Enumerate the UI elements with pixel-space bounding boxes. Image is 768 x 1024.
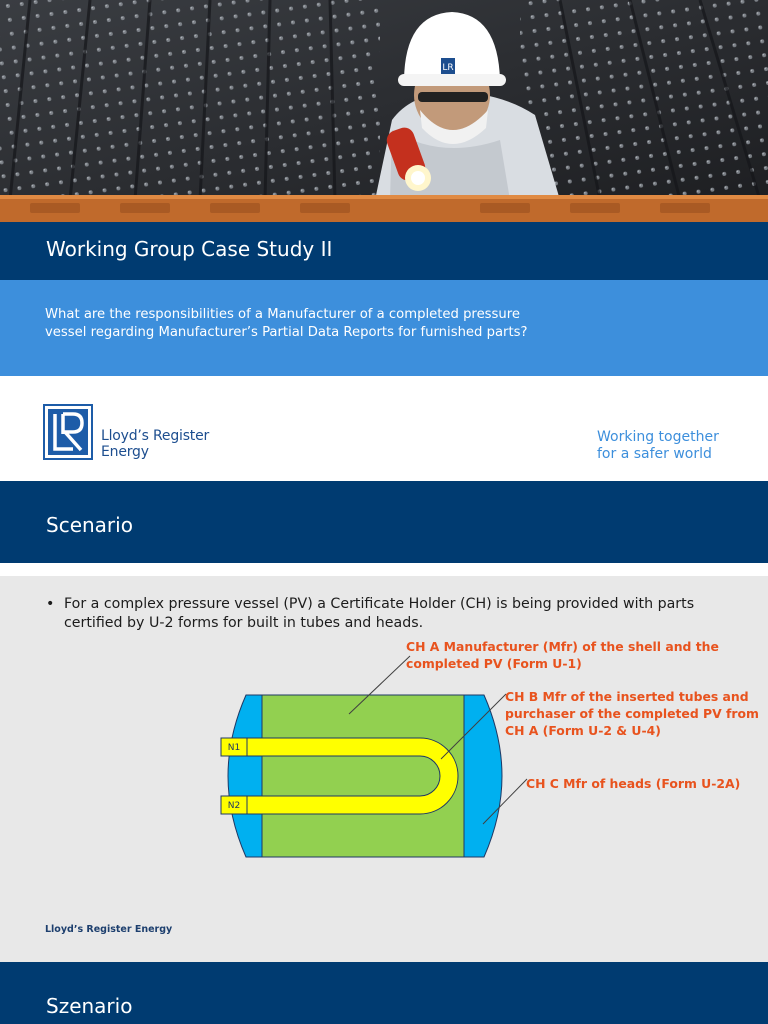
- nozzle-n2-label: N2: [227, 801, 241, 811]
- callout-ch-b: CH B Mfr of the inserted tubes and purchaser of the completed PV from CH A (Form U-2 & U-4): [505, 689, 759, 738]
- tagline-line1: Working together: [597, 429, 719, 445]
- slide2-title-band: [0, 481, 768, 563]
- slide2-title: Scenario: [46, 513, 133, 537]
- bullet-text: For a complex pressure vessel (PV) a Certificate Holder (CH) is being provided with parts certified by U-2 forms for built in tubes and heads.: [64, 596, 695, 631]
- logo-name-line2: Energy: [101, 444, 149, 460]
- callout-ch-a: CH A Manufacturer (Mfr) of the shell and the completed PV (Form U-1): [406, 639, 719, 671]
- logo-name-line1: Lloyd’s Register: [101, 428, 210, 444]
- slide-divider: [0, 563, 768, 576]
- lr-logo-icon: [43, 404, 93, 460]
- slide1-title: Working Group Case Study II: [46, 237, 333, 261]
- logo-wordmark: [101, 428, 209, 460]
- right-head: [464, 695, 502, 857]
- header-photo: [0, 0, 768, 222]
- slide3-title-band: [0, 962, 768, 1024]
- slide2-footer-brand: Lloyd’s Register Energy: [45, 924, 173, 935]
- bullet-dot: •: [46, 596, 55, 612]
- nozzle-n1-label: N1: [227, 743, 241, 753]
- tagline-line2: for a safer world: [597, 446, 712, 462]
- slide3-title: Szenario: [46, 994, 133, 1018]
- slide1-question: What are the responsibilities of a Manufacturer of a completed pressure vessel regarding Manufacturer’s Partial Data Reports for furnished parts?: [45, 307, 528, 340]
- callout-ch-c: CH C Mfr of heads (Form U-2A): [526, 776, 741, 791]
- helmet-logo: LR: [442, 63, 454, 73]
- pressure-vessel-diagram: [0, 576, 768, 962]
- slide1-question-band: [0, 280, 768, 376]
- inspector-photo-image: [0, 0, 768, 222]
- slide2-body: [0, 576, 768, 962]
- brand-area: [0, 376, 768, 481]
- left-head: [228, 695, 262, 857]
- slide1-title-band: [0, 222, 768, 280]
- shell: [262, 695, 464, 857]
- tagline: [597, 429, 719, 463]
